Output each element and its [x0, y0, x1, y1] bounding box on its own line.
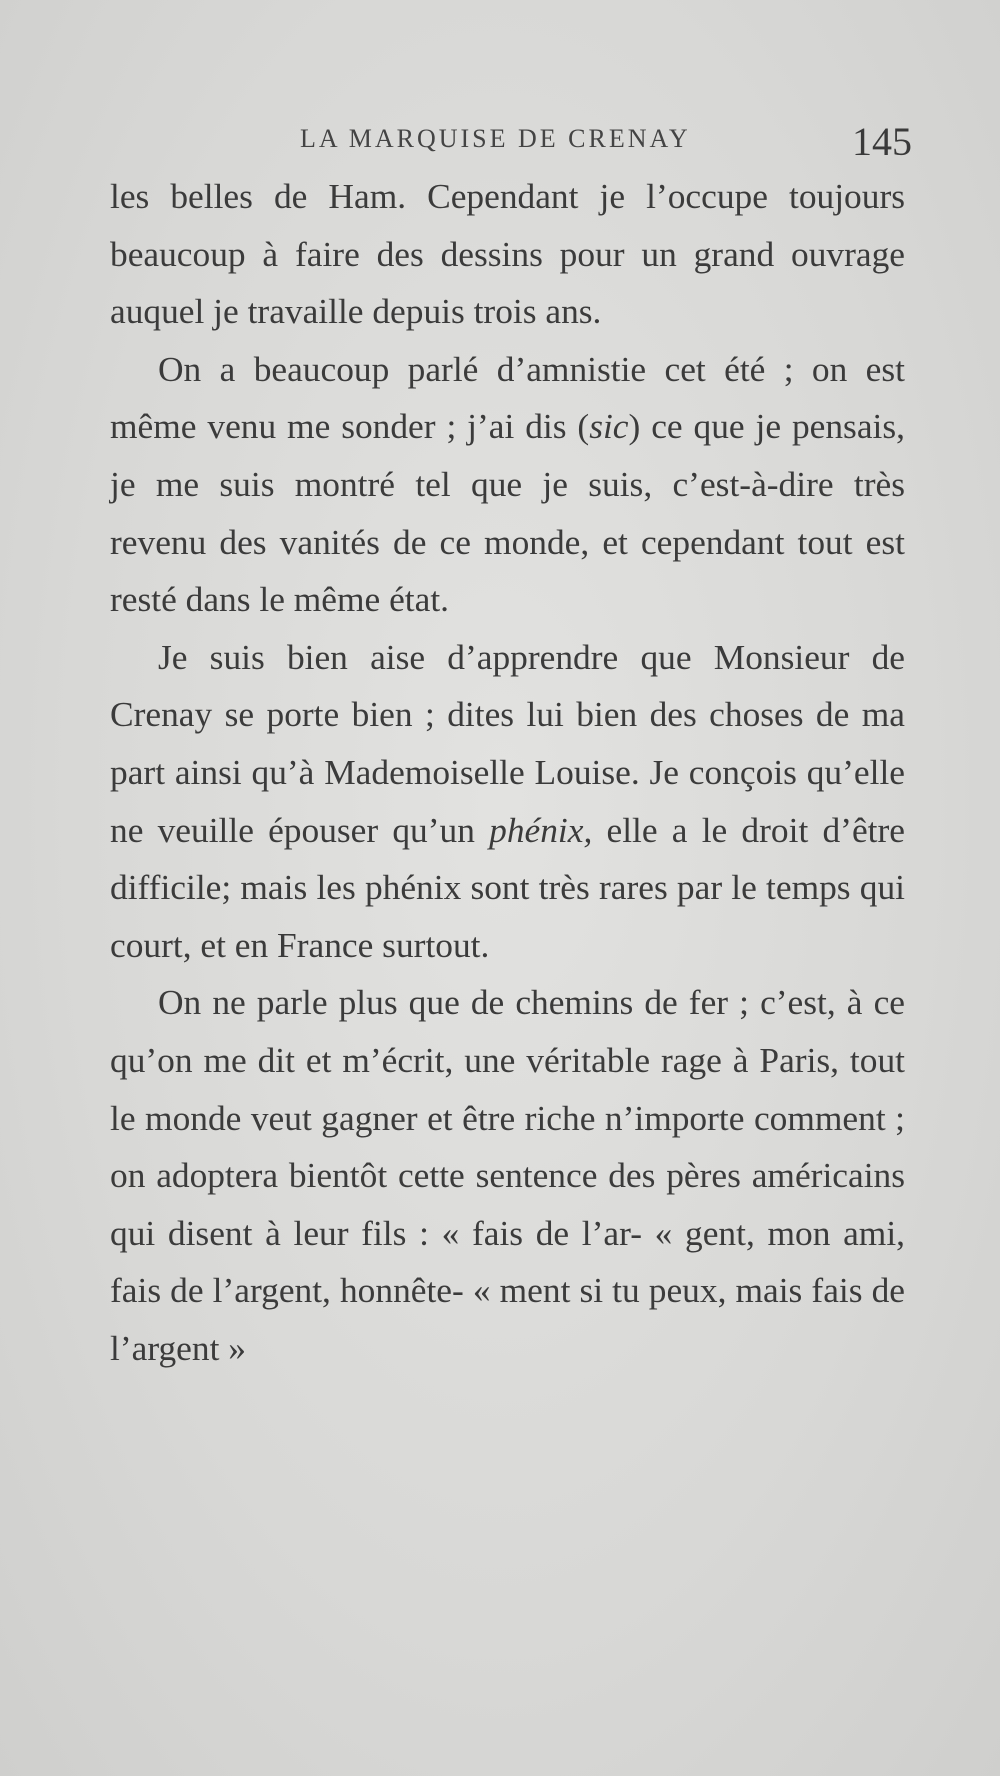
page-number: 145: [852, 119, 912, 164]
paragraph-2: [110, 341, 905, 629]
paragraph-3-before: Je suis bien aise d’apprendre que Monsieur de Crenay se porte bien ; dites lui bien des choses de ma part ainsi qu’à Mademoiselle Louise. Je conçois qu’elle ne veuille épouser qu’un: [110, 636, 905, 850]
paragraph-3-italic: phénix,: [489, 809, 593, 850]
body-text: [110, 168, 905, 1377]
paragraph-4: On ne parle plus que de chemins de fer ; c’est, à ce qu’on me dit et m’écrit, une véritable rage à Paris, tout le monde veut gagner et être riche n’importe comment ; on adoptera bientôt cette sentence des pères américains qui disent à leur fils : « fais de l’ar- « gent, mon ami, fais de l’argent, honnête- « ment si tu peux, mais fais de l’argent »: [110, 982, 905, 1368]
paragraph-2-before: On a beaucoup parlé d’amnistie cet été ; on est même venu me sonder ; j’ai dis (: [110, 348, 905, 447]
paragraph-1: les belles de Ham. Cependant je l’occupe toujours beaucoup à faire des dessins pour un grand ouvrage auquel je travaille depuis trois ans.: [110, 176, 905, 332]
paragraph-3-after: elle a le droit d’être difficile; mais les phénix sont très rares par le temps qui court, et en France surtout.: [110, 809, 905, 965]
paragraph-3: [110, 629, 905, 975]
running-title: LA MARQUISE DE CRENAY: [300, 124, 691, 153]
paragraph-2-italic: sic: [589, 406, 629, 447]
running-head: [300, 118, 920, 168]
paragraph-2-after: ) ce que je pensais, je me suis montré tel que je suis, c’est-à-dire très revenu des vanités de ce monde, et cependant tout est resté dans le même état.: [110, 406, 905, 620]
